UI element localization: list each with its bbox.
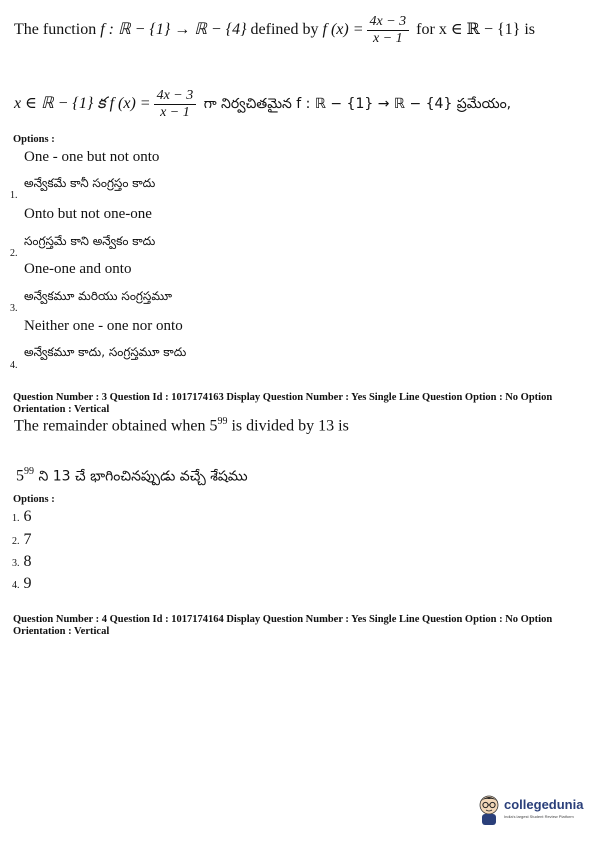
q2-options-label: Options : bbox=[13, 134, 55, 145]
mascot-icon bbox=[476, 792, 502, 826]
q3-exponent: 99 bbox=[217, 416, 228, 427]
q2-stem-text: The function bbox=[14, 21, 101, 39]
q3-option-value: 6 bbox=[23, 508, 32, 525]
q2-te-domain: x ∈ ℝ − {1} క bbox=[14, 95, 110, 113]
q4-meta-line-2: Orientation : Vertical bbox=[13, 626, 110, 637]
q2-option-4-num: 4. bbox=[10, 360, 18, 371]
q3-option-value: 9 bbox=[23, 575, 32, 592]
q2-option-2-te: సంగ్రస్తమే కాని అన్వేకం కాదు bbox=[24, 234, 156, 248]
q2-stem-te bbox=[14, 88, 511, 121]
q2-option-1-num: 1. bbox=[10, 190, 18, 201]
q2-stem-text-3: for x ∈ ℝ − {1} is bbox=[412, 21, 536, 39]
q2-option-2-num: 2. bbox=[10, 248, 18, 259]
q3-stem-te bbox=[16, 466, 248, 487]
q3-stem-text-2: is divided by 13 is bbox=[227, 417, 349, 435]
q3-stem-en bbox=[14, 416, 349, 435]
q2-te-fx: f (x) = bbox=[109, 95, 151, 113]
logo-wordmark: collegedunia bbox=[504, 797, 584, 812]
q3-option-num: 4. bbox=[12, 580, 20, 591]
q3-te-base: 5 bbox=[16, 467, 24, 485]
q2-option-4-en: Neither one - one nor onto bbox=[24, 318, 183, 334]
q3-meta-line-1: Question Number : 3 Question Id : 1017174163 Display Question Number : Yes Single Line Question Option : No Option bbox=[13, 392, 553, 403]
q2-option-2-en: Onto but not one-one bbox=[24, 206, 152, 222]
q3-option-num: 3. bbox=[12, 558, 20, 569]
q3-option-value: 7 bbox=[23, 531, 32, 548]
q2-option-3-num: 3. bbox=[10, 303, 18, 314]
q3-option-3 bbox=[12, 553, 32, 571]
q3-te-text: ని 13 చే భాగించినప్పుడు వచ్చే శేషము bbox=[34, 468, 248, 485]
q2-stem-text-2: defined by bbox=[246, 21, 323, 39]
q3-option-2 bbox=[12, 531, 32, 549]
collegedunia-logo bbox=[476, 792, 586, 828]
q2-fx: f (x) = bbox=[322, 21, 364, 39]
q3-option-num: 2. bbox=[12, 536, 20, 547]
q2-option-1-en: One - one but not onto bbox=[24, 149, 160, 165]
q3-option-value: 8 bbox=[23, 553, 32, 570]
q3-te-exponent: 99 bbox=[24, 466, 34, 477]
q3-option-4 bbox=[12, 575, 32, 593]
q2-option-3-te: అన్వేకమూ మరియు సంగ్రస్తమూ bbox=[24, 289, 173, 303]
fraction-numerator: 4x − 3 bbox=[154, 88, 197, 105]
fraction-denominator: x − 1 bbox=[373, 31, 403, 46]
q2-te-text: గా నిర్వచితమైన f : ℝ − {1} → ℝ − {4} ప్రమేయం, bbox=[199, 96, 512, 113]
q2-fraction bbox=[367, 14, 410, 47]
q3-option-1 bbox=[12, 508, 32, 526]
fraction-denominator: x − 1 bbox=[160, 105, 190, 120]
q4-meta-line-1: Question Number : 4 Question Id : 1017174164 Display Question Number : Yes Single Line Question Option : No Option bbox=[13, 614, 553, 625]
logo-tagline: India's largest Student Review Platform bbox=[504, 814, 574, 819]
q4-meta bbox=[13, 614, 552, 638]
q2-function-map: f : ℝ − {1} → ℝ − {4} bbox=[100, 21, 247, 39]
q2-te-fraction bbox=[154, 88, 197, 121]
q2-stem-en bbox=[14, 14, 535, 47]
q3-option-num: 1. bbox=[12, 513, 20, 524]
q2-option-3-en: One-one and onto bbox=[24, 261, 132, 277]
q3-meta-line-2: Orientation : Vertical bbox=[13, 404, 110, 415]
q3-meta bbox=[13, 392, 552, 416]
q3-stem-text: The remainder obtained when 5 bbox=[14, 417, 218, 435]
q3-options-label: Options : bbox=[13, 494, 55, 505]
q2-option-4-te: అన్వేకమూ కాదు, సంగ్రస్తమూ కాదు bbox=[24, 345, 187, 359]
fraction-numerator: 4x − 3 bbox=[367, 14, 410, 31]
q2-option-1-te: అన్వేకమే కానీ సంగ్రస్తం కాదు bbox=[24, 176, 156, 190]
